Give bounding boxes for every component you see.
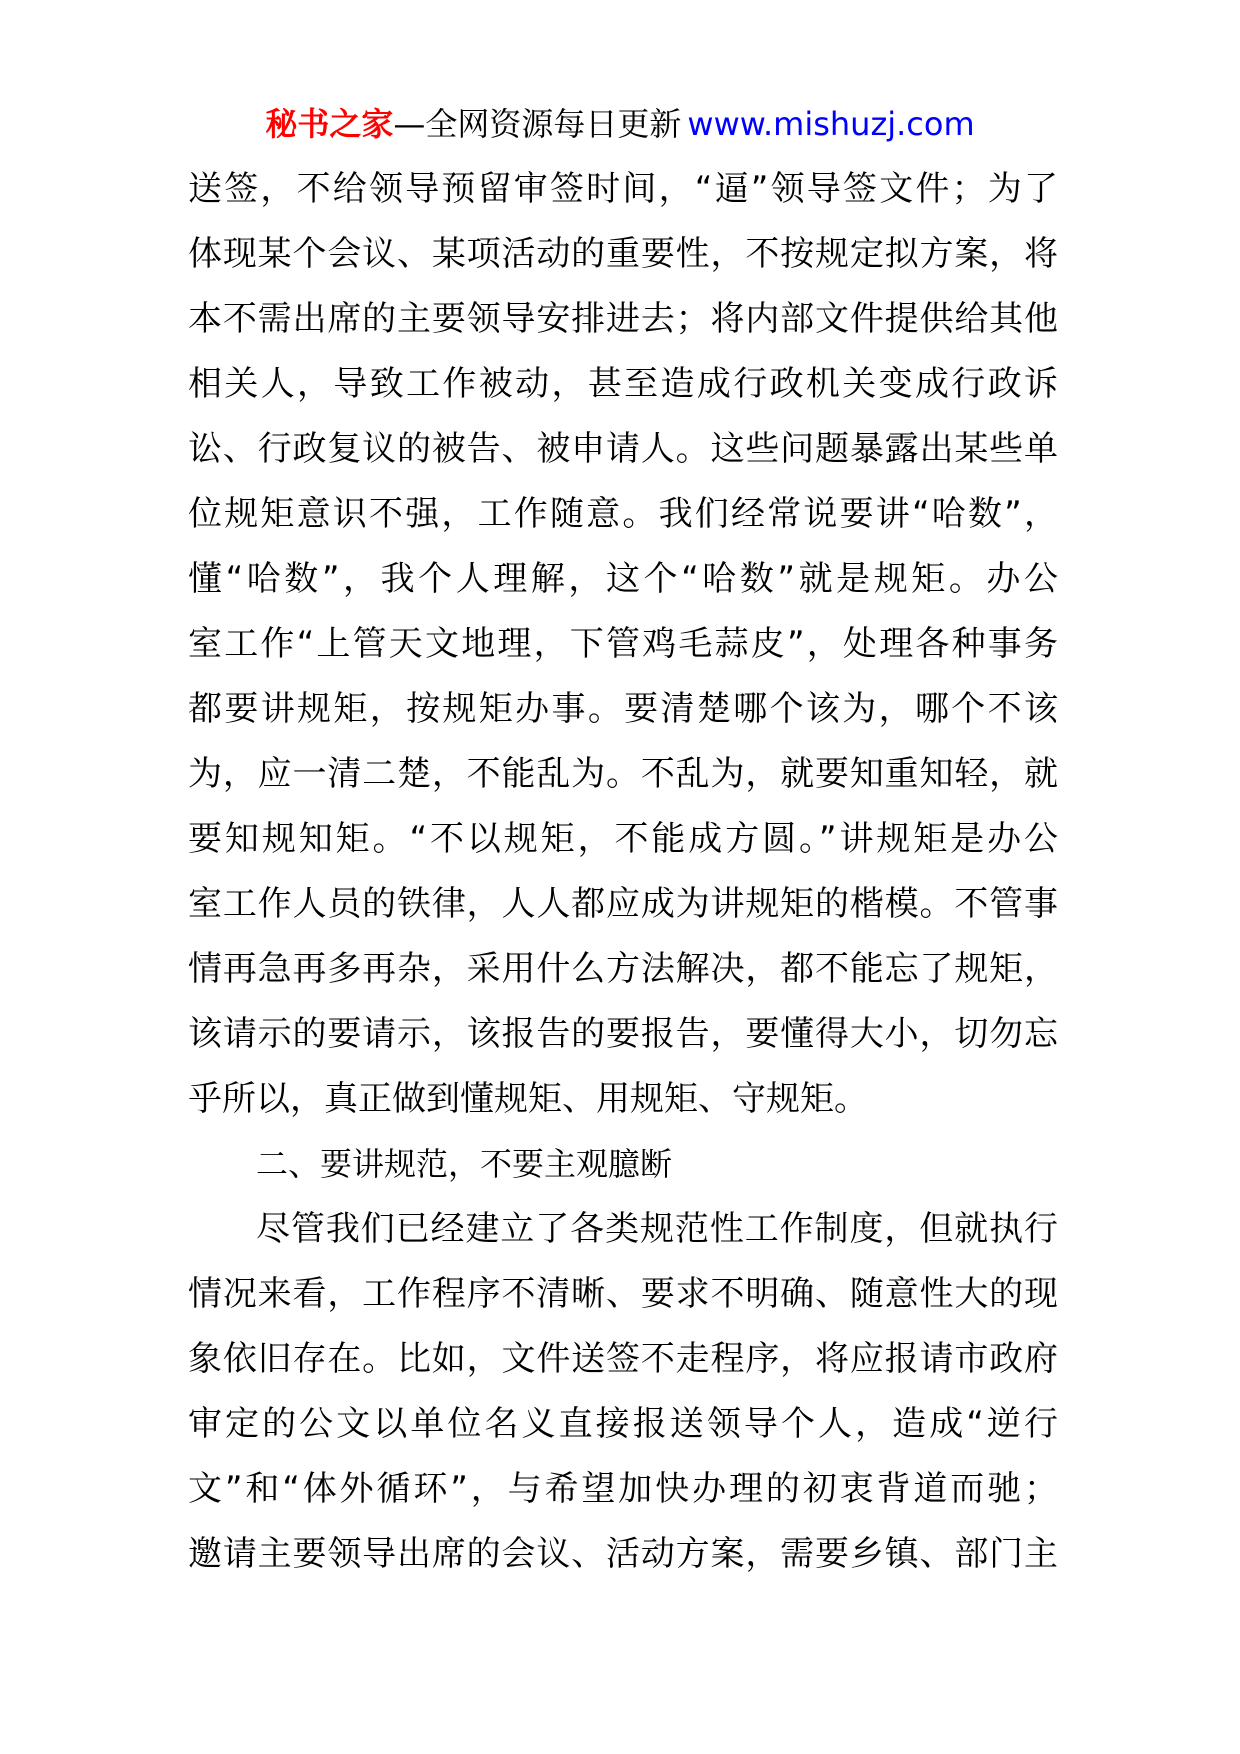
text-line: 相关人，导致工作被动，甚至造成行政机关变成行政诉 — [188, 364, 1058, 404]
page-header — [0, 104, 1240, 144]
text-line: 室工作“上管天文地理，下管鸡毛蒜皮”，处理各种事务 — [188, 624, 1058, 664]
header-tagline: —全网资源每日更新 — [393, 105, 682, 143]
text-line: 乎所以，真正做到懂规矩、用规矩、守规矩。 — [188, 1079, 868, 1119]
text-line: 情再急再多再杂，采用什么方法解决，都不能忘了规矩， — [188, 949, 1058, 989]
text-line: 体现某个会议、某项活动的重要性，不按规定拟方案，将 — [188, 234, 1058, 274]
text-line: 文”和“体外循环”，与希望加快办理的初衷背道而驰； — [188, 1469, 1058, 1509]
text-line: 送签，不给领导预留审签时间，“逼”领导签文件；为了 — [188, 169, 1058, 209]
text-line: 邀请主要领导出席的会议、活动方案，需要乡镇、部门主 — [188, 1534, 1058, 1574]
text-line: 室工作人员的铁律，人人都应成为讲规矩的楷模。不管事 — [188, 884, 1058, 924]
text-line: 本不需出席的主要领导安排进去；将内部文件提供给其他 — [188, 299, 1058, 339]
text-line: 审定的公文以单位名义直接报送领导个人，造成“逆行 — [188, 1404, 1058, 1444]
text-line: 要知规知矩。“不以规矩，不能成方圆。”讲规矩是办公 — [188, 819, 1058, 859]
site-url-link[interactable]: www.mishuzj.com — [687, 105, 975, 143]
text-line: 位规矩意识不强，工作随意。我们经常说要讲“哈数”， — [188, 494, 1058, 534]
section-heading: 二、要讲规范，不要主观臆断 — [256, 1145, 673, 1183]
document-body — [188, 157, 1058, 1587]
text-line: 懂“哈数”，我个人理解，这个“哈数”就是规矩。办公 — [188, 559, 1058, 599]
text-line: 象依旧存在。比如，文件送签不走程序，将应报请市政府 — [188, 1339, 1058, 1379]
text-line: 尽管我们已经建立了各类规范性工作制度，但就执行 — [256, 1209, 1058, 1249]
brand-name: 秘书之家 — [265, 105, 394, 143]
text-line: 为，应一清二楚，不能乱为。不乱为，就要知重知轻，就 — [188, 754, 1058, 794]
text-line: 都要讲规矩，按规矩办事。要清楚哪个该为，哪个不该 — [188, 689, 1058, 729]
text-line: 情况来看，工作程序不清晰、要求不明确、随意性大的现 — [188, 1274, 1058, 1314]
text-line: 该请示的要请示，该报告的要报告，要懂得大小，切勿忘 — [188, 1014, 1058, 1054]
text-line: 讼、行政复议的被告、被申请人。这些问题暴露出某些单 — [188, 429, 1058, 469]
